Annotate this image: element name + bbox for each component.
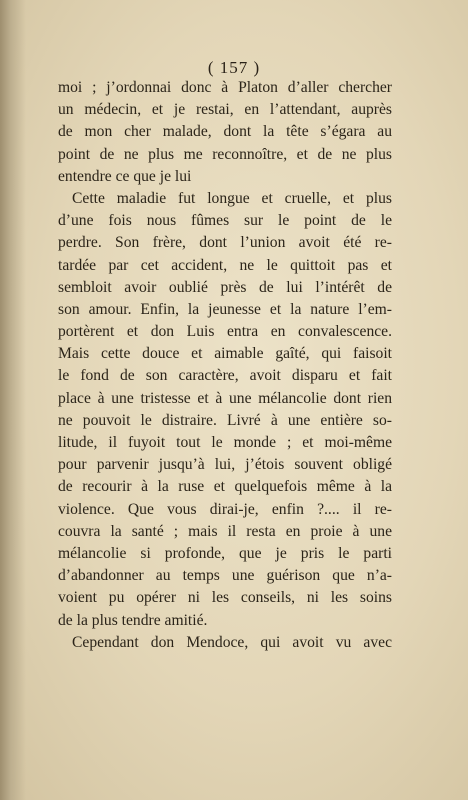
text-line: violence. Que vous dirai-je, enfin ?.... il re- [58,500,392,518]
text-line: ne pouvoit le distraire. Livré à une entière so- [58,411,392,429]
text-line: d’abandonner au temps une guérison que n’a- [58,567,392,585]
text-line: Cependant don Mendoce, qui avoit vu avec [72,633,392,651]
text-line: entendre ce que je lui [58,167,192,185]
text-line: point de ne plus me reconnoître, et de ne plus [58,145,392,163]
text-line: perdre. Son frère, dont l’union avoit été re- [58,234,392,252]
body-text [58,77,392,654]
text-line: d’une fois nous fûmes sur le point de le [58,212,392,230]
text-line: sembloit avoir oublié près de lui l’intérêt de [58,278,392,296]
text-line: litude, il fuyoit tout le monde ; et moi-même [58,434,392,451]
text-line: le fond de son caractère, avoit disparu et fait [58,367,392,385]
page-number: ( 157 ) [207,58,261,77]
text-line: portèrent et don Luis entra en convalescence. [58,323,392,341]
binding-gutter [0,0,26,800]
text-line: un médecin, et je restai, en l’attendant, auprès [58,101,392,119]
text-line: mélancolie si profonde, que je pris le parti [58,544,392,562]
text-line: place à une tristesse et à une mélancolie dont rien [58,389,392,407]
text-line: Mais cette douce et aimable gaîté, qui faisoit [58,345,392,363]
text-line: de la plus tendre amitié. [58,611,208,629]
text-line: couvra la santé ; mais il resta en proie à une [58,522,392,540]
text-line: voient pu opérer ni les conseils, ni les soins [58,589,392,607]
text-line: de recourir à la ruse et quelquefois même à la [58,478,392,496]
text-line: Cette maladie fut longue et cruelle, et plus [72,189,392,207]
text-line: de mon cher malade, dont la tête s’égara au [58,123,392,141]
text-line: tardée par cet accident, ne le quittoit pas et [58,256,392,274]
text-line: son amour. Enfin, la jeunesse et la nature l’em- [58,300,392,318]
text-line: pour parvenir jusqu’à lui, j’étois souvent obligé [58,456,392,474]
text-line: moi ; j’ordonnai donc à Platon d’aller chercher [58,79,392,96]
